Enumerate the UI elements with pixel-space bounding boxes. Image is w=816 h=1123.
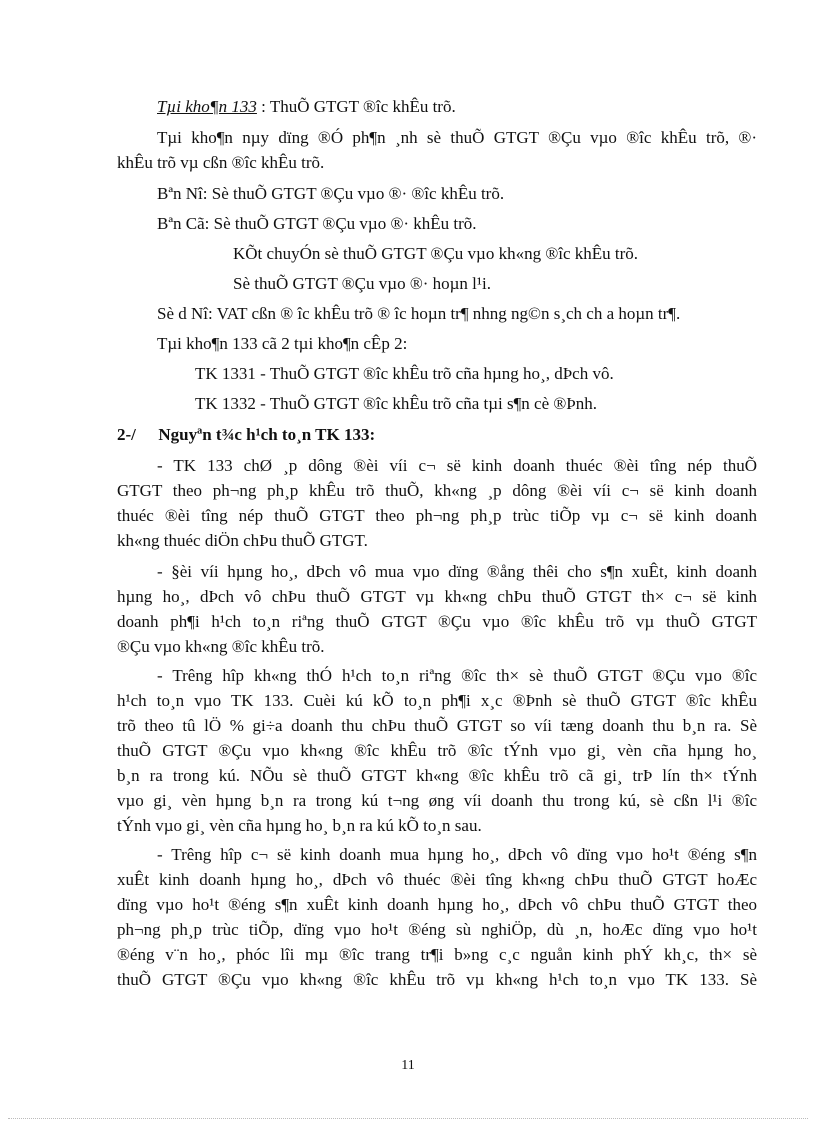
paragraph-line: thuéc ®èi tîng nép thuÕ GTGT theo ph¬ng ph¸p trùc tiÕp vµ c¬ së kinh doanh [117, 506, 757, 525]
paragraph-line: kh«ng thuéc diÖn chÞu thuÕ GTGT. [117, 531, 368, 550]
credit-item: Sè thuÕ GTGT ®Çu vµo ®· hoµn l¹i. [233, 274, 491, 293]
balance-line: Sè d Nî: VAT cßn ® îc khÊu trõ ® îc hoµn tr¶ nhng ng©n s¸ch ch a hoµn tr¶. [157, 304, 681, 323]
paragraph-line: b¸n ra trong kú. NÕu sè thuÕ GTGT kh«ng ®îc khÊu trõ cã gi¸ trÞ lín th× tÝnh [117, 766, 757, 785]
paragraph-line: h¹ch to¸n vµo TK 133. Cuèi kú kÕ to¸n ph¶i x¸c ®Þnh sè thuÕ GTGT ®îc khÊu [117, 691, 757, 710]
paragraph-line: ®Çu vµo kh«ng ®îc khÊu trõ. [117, 637, 325, 656]
account-ref: Tµi kho¶n 133 [157, 97, 257, 116]
paragraph-line: trõ theo tû lÖ % gi÷a doanh thu chÞu thuÕ GTGT so víi tæng doanh thu b¸n ra. Sè [117, 716, 757, 735]
section-heading [117, 425, 375, 445]
paragraph-line: hµng ho¸, dÞch vô chÞu thuÕ GTGT vµ kh«ng chÞu thuÕ GTGT th× c¬ së kinh [117, 587, 757, 606]
paragraph-line: vµo gi¸ vèn hµng b¸n ra trong kú t¬ng øng víi doanh thu trong kú, sè cßn l¹i ®îc [117, 791, 757, 810]
paragraph-line: thuÕ GTGT ®Çu vµo kh«ng ®îc khÊu trõ vµ kh«ng h¹ch to¸n vµo TK 133. Sè [117, 970, 757, 989]
paragraph-line: - Trêng hîp kh«ng thÓ h¹ch to¸n riªng ®îc th× sè thuÕ GTGT ®Çu vµo ®îc [157, 666, 757, 685]
paragraph-line: ®éng v¨n ho¸, phóc lîi mµ ®îc trang tr¶i b»ng c¸c nguån kinh phÝ kh¸c, th× sè [117, 945, 757, 964]
text-line: khÊu trõ vµ cßn ®îc khÊu trõ. [117, 153, 325, 172]
paragraph-line: xuÊt kinh doanh hµng ho¸, dÞch vô thuéc ®èi tîng kh«ng chÞu thuÕ GTGT hoÆc [117, 870, 757, 889]
paragraph-line: ph¬ng ph¸p trùc tiÕp, dïng vµo ho¹t ®éng sù nghiÖp, dù ¸n, hoÆc dïng vµo ho¹t [117, 920, 757, 939]
page-number: 11 [401, 1058, 415, 1073]
paragraph-line: - TK 133 chØ ¸p dông ®èi víi c¬ së kinh doanh thuéc ®èi tîng nép thuÕ [157, 456, 757, 475]
paragraph-line: dïng vµo ho¹t ®éng s¶n xuÊt kinh doanh hµng ho¸, dÞch vô chÞu thuÕ GTGT theo [117, 895, 757, 914]
section-number: 2-/ [117, 425, 136, 444]
paragraph-line: tÝnh vµo gi¸ vèn cña hµng ho¸ b¸n ra kú kÕ to¸n sau. [117, 816, 482, 835]
sub-account-1331: TK 1331 - ThuÕ GTGT ®îc khÊu trõ cña hµng ho¸, dÞch vô. [195, 364, 614, 383]
paragraph-line: - Trêng hîp c¬ së kinh doanh mua hµng ho¸, dÞch vô dïng vµo ho¹t ®éng s¶n [157, 845, 757, 864]
paragraph-line: - §èi víi hµng ho¸, dÞch vô mua vµo dïng ®ång thêi cho s¶n xuÊt, kinh doanh [157, 562, 757, 581]
sub-account-1332: TK 1332 - ThuÕ GTGT ®îc khÊu trõ cña tµi s¶n cè ®Þnh. [195, 394, 598, 413]
section-title: Nguyªn t¾c h¹ch to¸n TK 133: [158, 425, 376, 444]
credit-line: Bªn Cã: Sè thuÕ GTGT ®Çu vµo ®· khÊu trõ. [157, 214, 477, 233]
paragraph-line: thuÕ GTGT ®Çu vµo kh«ng ®îc khÊu trõ ®îc tÝnh vµo gi¸ vèn cña hµng ho¸ [117, 741, 757, 760]
text-line: Tµi kho¶n 133 cã 2 tµi kho¶n cÊp 2: [157, 334, 408, 353]
account-heading-rest: : ThuÕ GTGT ®îc khÊu trõ. [261, 97, 456, 116]
account-heading [157, 97, 456, 117]
credit-item: KÕt chuyÓn sè thuÕ GTGT ®Çu vµo kh«ng ®îc khÊu trõ. [233, 244, 639, 263]
text-line: Tµi kho¶n nµy dïng ®Ó ph¶n ¸nh sè thuÕ GTGT ®Çu vµo ®îc khÊu trõ, ®· [157, 128, 757, 147]
paragraph-line: GTGT theo ph¬ng ph¸p khÊu trõ thuÕ, kh«ng ¸p dông ®èi víi c¬ së kinh doanh [117, 481, 757, 500]
debit-line: Bªn Nî: Sè thuÕ GTGT ®Çu vµo ®· ®îc khÊu trõ. [157, 184, 505, 203]
paragraph-line: doanh ph¶i h¹ch to¸n riªng thuÕ GTGT ®Çu vµo ®îc khÊu trõ vµ thuÕ GTGT [117, 612, 757, 631]
page-edge-divider [8, 1118, 808, 1119]
